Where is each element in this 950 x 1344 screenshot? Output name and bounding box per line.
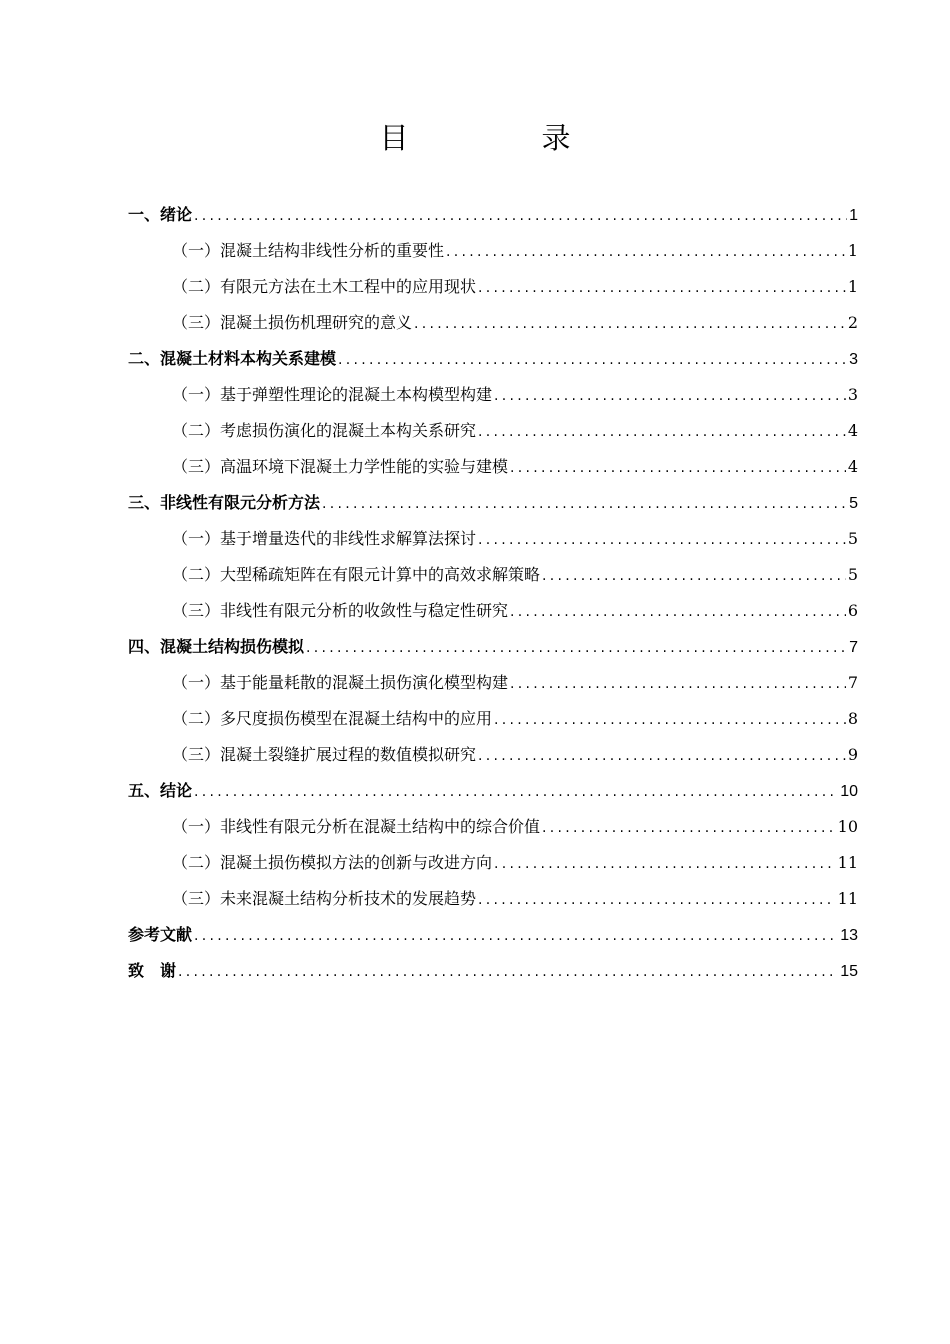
toc-entry-label: 四、混凝土结构损伤模拟 bbox=[128, 637, 305, 656]
toc-dot-leader bbox=[542, 558, 846, 594]
toc-dot-leader bbox=[478, 270, 846, 306]
toc-entry-label: （三）混凝土裂缝扩展过程的数值模拟研究 bbox=[172, 745, 477, 764]
toc-page-number: 7 bbox=[849, 639, 858, 656]
toc-dot-leader bbox=[414, 306, 846, 342]
toc-dot-leader bbox=[494, 702, 846, 738]
toc-entry-label: （一）基于能量耗散的混凝土损伤演化模型构建 bbox=[172, 673, 509, 692]
toc-dot-leader bbox=[478, 522, 846, 558]
toc-dot-leader bbox=[338, 342, 847, 378]
toc-entry-label: （二）多尺度损伤模型在混凝土结构中的应用 bbox=[172, 709, 493, 728]
toc-chapter-entry[interactable] bbox=[128, 197, 858, 233]
toc-dot-leader bbox=[510, 666, 846, 702]
toc-page-number: 13 bbox=[840, 927, 858, 944]
toc-page-number: 1 bbox=[847, 277, 858, 296]
toc-section-entry[interactable] bbox=[128, 449, 858, 485]
toc-dot-leader bbox=[494, 378, 846, 414]
toc-section-entry[interactable] bbox=[128, 809, 858, 845]
toc-entry-label: 一、绪论 bbox=[128, 205, 193, 224]
toc-entry-label: （三）未来混凝土结构分析技术的发展趋势 bbox=[172, 889, 477, 908]
toc-entry-label: （二）有限元方法在土木工程中的应用现状 bbox=[172, 277, 477, 296]
toc-page-number: 4 bbox=[847, 421, 858, 440]
toc-section-entry[interactable] bbox=[128, 881, 858, 917]
toc-dot-leader bbox=[194, 774, 838, 810]
toc-page-number: 10 bbox=[837, 817, 858, 836]
toc-dot-leader bbox=[478, 738, 846, 774]
toc-dot-leader bbox=[542, 810, 836, 846]
toc-dot-leader bbox=[510, 594, 846, 630]
toc-entry-label: （三）高温环境下混凝土力学性能的实验与建模 bbox=[172, 457, 509, 476]
toc-chapter-entry[interactable] bbox=[128, 341, 858, 377]
toc-dot-leader bbox=[446, 234, 846, 270]
page-title: 目 录 bbox=[379, 121, 623, 155]
toc-page-number: 6 bbox=[847, 601, 858, 620]
toc-page-number: 5 bbox=[847, 529, 858, 548]
toc-section-entry[interactable] bbox=[128, 521, 858, 557]
toc-section-entry[interactable] bbox=[128, 593, 858, 629]
toc-chapter-entry[interactable] bbox=[128, 629, 858, 665]
toc-dot-leader bbox=[510, 450, 846, 486]
toc-page-number: 11 bbox=[837, 889, 858, 908]
toc-entry-label: 五、结论 bbox=[128, 781, 193, 800]
toc-section-entry[interactable] bbox=[128, 737, 858, 773]
toc-entry-label: （三）非线性有限元分析的收敛性与稳定性研究 bbox=[172, 601, 509, 620]
toc-entry-label: 致 谢 bbox=[128, 961, 177, 980]
toc-chapter-entry[interactable] bbox=[128, 773, 858, 809]
toc-entry-label: （三）混凝土损伤机理研究的意义 bbox=[172, 313, 413, 332]
toc-entry-label: （一）非线性有限元分析在混凝土结构中的综合价值 bbox=[172, 817, 541, 836]
toc-chapter-entry[interactable] bbox=[128, 953, 858, 989]
toc-entry-label: （二）考虑损伤演化的混凝土本构关系研究 bbox=[172, 421, 477, 440]
toc-section-entry[interactable] bbox=[128, 305, 858, 341]
toc-page-number: 15 bbox=[840, 963, 858, 980]
toc-dot-leader bbox=[306, 630, 847, 666]
toc-dot-leader bbox=[322, 486, 847, 522]
toc-page-number: 3 bbox=[847, 385, 858, 404]
toc-section-entry[interactable] bbox=[128, 233, 858, 269]
toc-section-entry[interactable] bbox=[128, 269, 858, 305]
toc-dot-leader bbox=[478, 882, 836, 918]
toc-entry-label: （一）基于弹塑性理论的混凝土本构模型构建 bbox=[172, 385, 493, 404]
toc-page-number: 5 bbox=[849, 495, 858, 512]
toc-dot-leader bbox=[194, 918, 838, 954]
toc-section-entry[interactable] bbox=[128, 557, 858, 593]
toc-dot-leader bbox=[178, 954, 838, 990]
toc-section-entry[interactable] bbox=[128, 701, 858, 737]
toc-entry-label: 三、非线性有限元分析方法 bbox=[128, 493, 321, 512]
toc-page-number: 5 bbox=[847, 565, 858, 584]
toc-section-entry[interactable] bbox=[128, 413, 858, 449]
toc-dot-leader bbox=[494, 846, 836, 882]
toc-entry-label: 参考文献 bbox=[128, 925, 193, 944]
toc-entry-label: （二）混凝土损伤模拟方法的创新与改进方向 bbox=[172, 853, 493, 872]
toc-section-entry[interactable] bbox=[128, 665, 858, 701]
toc-section-entry[interactable] bbox=[128, 845, 858, 881]
toc-page-number: 2 bbox=[847, 313, 858, 332]
table-of-contents bbox=[128, 197, 858, 989]
toc-entry-label: （一）基于增量迭代的非线性求解算法探讨 bbox=[172, 529, 477, 548]
toc-page-number: 8 bbox=[847, 709, 858, 728]
toc-chapter-entry[interactable] bbox=[128, 485, 858, 521]
toc-page-number: 10 bbox=[840, 783, 858, 800]
toc-dot-leader bbox=[478, 414, 846, 450]
toc-entry-label: （二）大型稀疏矩阵在有限元计算中的高效求解策略 bbox=[172, 565, 541, 584]
toc-chapter-entry[interactable] bbox=[128, 917, 858, 953]
toc-entry-label: （一）混凝土结构非线性分析的重要性 bbox=[172, 241, 445, 260]
toc-page-number: 1 bbox=[847, 241, 858, 260]
toc-dot-leader bbox=[194, 198, 847, 234]
toc-page-number: 9 bbox=[847, 745, 858, 764]
toc-page-number: 3 bbox=[849, 351, 858, 368]
toc-page-number: 11 bbox=[837, 853, 858, 872]
toc-section-entry[interactable] bbox=[128, 377, 858, 413]
toc-page-number: 1 bbox=[849, 207, 858, 224]
toc-page-number: 4 bbox=[847, 457, 858, 476]
toc-page-number: 7 bbox=[847, 673, 858, 692]
toc-entry-label: 二、混凝土材料本构关系建模 bbox=[128, 349, 337, 368]
